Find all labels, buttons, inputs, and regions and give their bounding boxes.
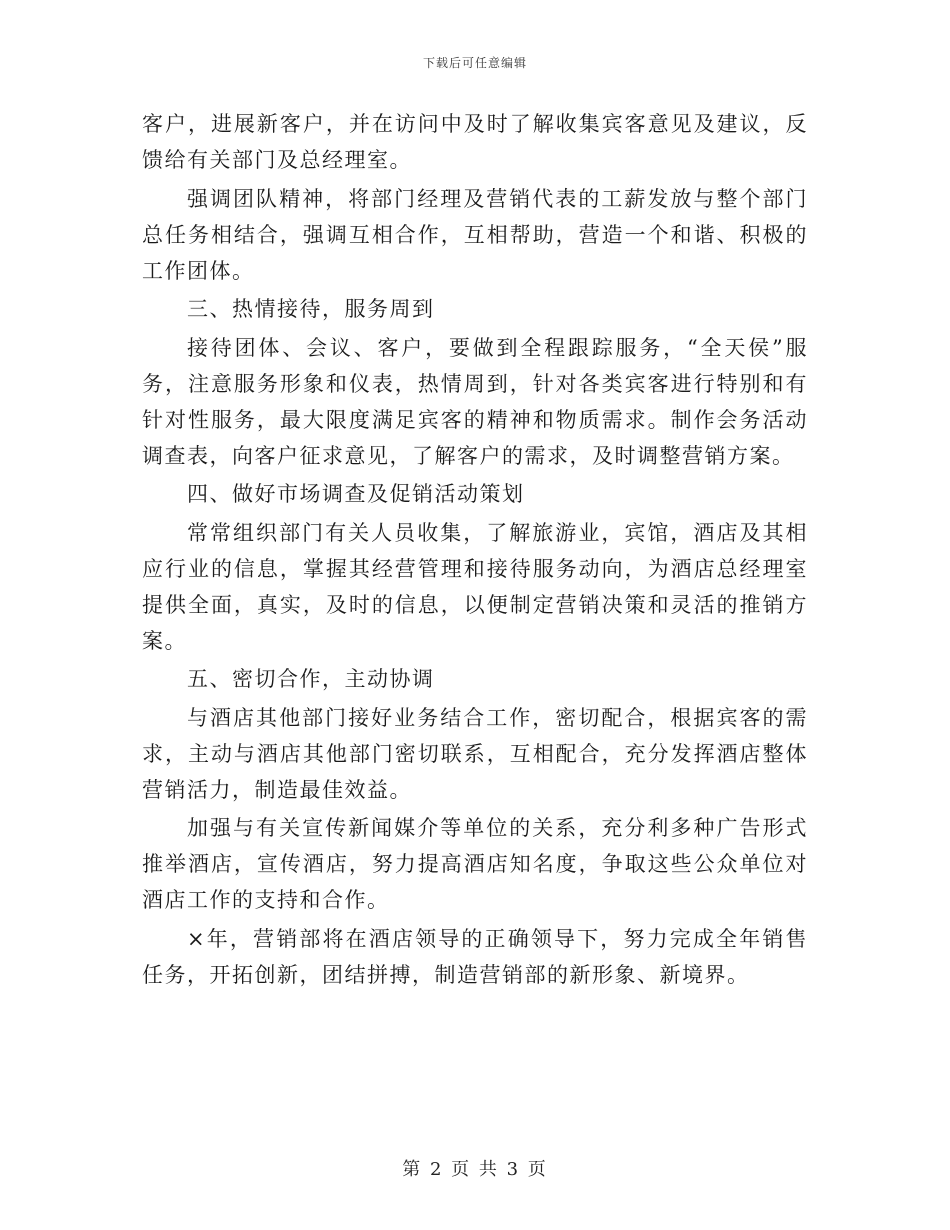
paragraph-8: 与酒店其他部门接好业务结合工作，密切配合，根据宾客的需求，主动与酒店其他部门密切联系，互相配合，充分发挥酒店整体营销活力，制造最佳效益。 <box>142 705 808 802</box>
section-heading-5: 五、密切合作，主动协调 <box>187 667 435 691</box>
paragraph-9: 加强与有关宣传新闻媒介等单位的关系，充分利多种广告形式推举酒店，宣传酒店，努力提高酒店知名度，争取这些公众单位对酒店工作的支持和合作。 <box>142 816 808 912</box>
page-header: 下载后可任意编辑 <box>422 56 527 70</box>
document-body <box>142 106 808 995</box>
section-heading-4: 四、做好市场调查及促销活动策划 <box>187 482 525 506</box>
paragraph-4: 接待团体、会议、客户，要做到全程跟踪服务，“全天侯”服务，注意服务形象和仪表，热情周到，针对各类宾客进行特别和有针对性服务，最大限度满足宾客的精神和物质需求。制作会务活动调查表，向客户征求意见，了解客户的需求，及时调整营销方案。 <box>142 335 808 468</box>
paragraph-6: 常常组织部门有关人员收集，了解旅游业，宾馆，酒店及其相应行业的信息，掌握其经营管理和接待服务动向，为酒店总经理室提供全面，真实，及时的信息，以便制定营销决策和灵活的推销方案。 <box>142 520 808 653</box>
paragraph-2: 强调团队精神，将部门经理及营销代表的工薪发放与整个部门总任务相结合，强调互相合作，互相帮助，营造一个和谐、积极的工作团体。 <box>142 186 808 283</box>
page-number-footer: 第 2 页 共 3 页 <box>402 1159 548 1180</box>
paragraph-1: 客户，进展新客户，并在访问中及时了解收集宾客意见及建议，反馈给有关部门及总经理室。 <box>142 112 808 172</box>
paragraph-10: ×年，营销部将在酒店领导的正确领导下，努力完成全年销售任务，开拓创新，团结拼搏，制造营销部的新形象、新境界。 <box>142 926 808 987</box>
section-heading-3: 三、热情接待，服务周到 <box>187 297 435 321</box>
